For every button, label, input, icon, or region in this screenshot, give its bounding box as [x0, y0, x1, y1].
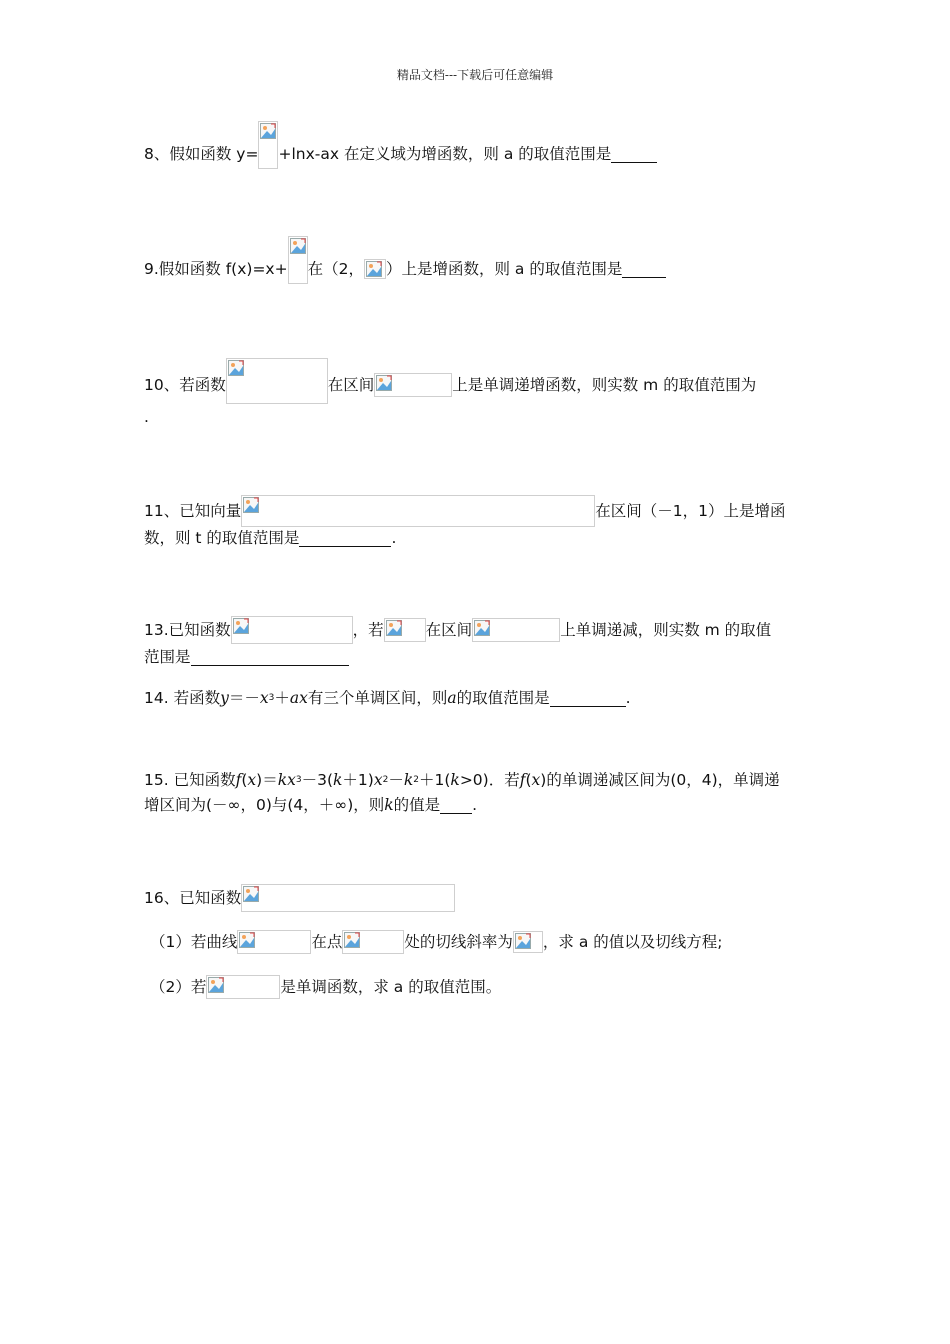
broken-image-icon — [472, 618, 560, 642]
q15-text: >0)．若 — [459, 771, 520, 789]
q9-text-a: 9.假如函数 f(x)=x+ — [144, 260, 288, 278]
var-x: x — [247, 771, 257, 789]
exponent: 3 — [295, 775, 302, 785]
question-11 — [144, 495, 785, 527]
q15-text: . — [472, 796, 478, 814]
var-f: f — [235, 771, 242, 789]
broken-image-icon — [258, 121, 278, 169]
question-10 — [144, 366, 756, 404]
q11-text-d: . — [391, 529, 397, 547]
page-header: 精品文档---下载后可任意编辑 — [396, 68, 554, 82]
q16-s1-text: （1）若曲线 — [150, 933, 238, 951]
var-k: k — [384, 796, 394, 814]
q11-text-c: 数，则 t 的取值范围是 — [144, 529, 300, 547]
var-x: x — [287, 771, 296, 789]
var-ax: ax — [289, 689, 308, 707]
question-16-part1 — [150, 930, 722, 954]
question-15 — [144, 770, 780, 790]
q13-text-c: 在区间 — [425, 621, 473, 639]
var-f: f — [519, 771, 526, 789]
q15-text: )的单调递减区间为(0，4)，单调递 — [540, 771, 780, 789]
q9-text-c: ）上是增函数，则 a 的取值范围是 — [385, 260, 623, 278]
var-k: k — [403, 771, 414, 789]
broken-image-icon — [241, 884, 455, 912]
broken-image-icon — [342, 930, 404, 954]
question-9 — [144, 254, 666, 284]
broken-image-icon — [288, 236, 308, 284]
broken-image-icon — [237, 930, 311, 954]
q10-text-b: 在区间 — [327, 376, 375, 394]
q15-text: － — [388, 771, 404, 789]
question-13 — [144, 616, 771, 644]
answer-blank — [299, 530, 391, 547]
q16-text-a: 16、已知函数 — [144, 889, 242, 907]
q9-text-b: 在（2， — [307, 260, 364, 278]
exponent: 3 — [268, 693, 275, 703]
question-13-line2 — [144, 647, 349, 667]
q14-text: 的取值范围是 — [456, 689, 550, 707]
broken-image-icon — [384, 618, 426, 642]
broken-image-icon — [231, 616, 353, 644]
question-10-line2 — [144, 407, 149, 427]
q15-text: ＋1( — [418, 771, 451, 789]
broken-image-icon — [241, 495, 595, 527]
answer-blank — [611, 146, 657, 163]
answer-blank — [191, 649, 349, 666]
q8-text-a: 8、假如函数 y= — [144, 145, 259, 163]
q10-text-c: 上是单调递增函数，则实数 m 的取值范围为 — [452, 376, 757, 394]
broken-image-icon — [364, 259, 386, 279]
q14-text: ＋ — [274, 689, 290, 707]
q16-s1-text: ，求 a 的值以及切线方程; — [542, 933, 723, 951]
answer-blank — [550, 690, 626, 707]
var-a: a — [447, 689, 457, 707]
var-k: k — [333, 771, 343, 789]
answer-blank — [622, 261, 666, 278]
question-8 — [144, 139, 657, 169]
var-k: k — [277, 771, 288, 789]
q13-text-e: 范围是 — [144, 648, 191, 666]
broken-image-icon — [374, 373, 452, 397]
q15-text: －3( — [301, 771, 334, 789]
q16-s2-text: （2）若 — [150, 978, 207, 996]
q13-text-d: 上单调递减，则实数 m 的取值 — [560, 621, 772, 639]
q14-text: . — [625, 689, 631, 707]
q15-text: ＋1) — [342, 771, 374, 789]
broken-image-icon — [206, 975, 280, 999]
q16-s1-text: 处的切线斜率为 — [404, 933, 513, 951]
var-k: k — [450, 771, 460, 789]
question-16-part2 — [150, 975, 501, 999]
broken-image-icon — [513, 931, 543, 953]
var-x: x — [373, 771, 383, 789]
q14-text: 14. 若函数 — [144, 689, 221, 707]
broken-image-icon — [226, 358, 328, 404]
q15-text: 的值是 — [393, 796, 441, 814]
var-y: y — [220, 689, 229, 707]
q15-text: ( — [525, 771, 532, 789]
q11-text-b: 在区间（－1，1）上是增函 — [595, 502, 786, 520]
q15-text: ( — [241, 771, 248, 789]
question-15-line2 — [144, 795, 477, 815]
var-x: x — [531, 771, 541, 789]
q13-text-b: ，若 — [352, 621, 384, 639]
question-11-line2 — [144, 528, 396, 548]
q14-text: ＝－ — [228, 689, 260, 707]
q8-text-b: +lnx-ax 在定义域为增函数，则 a 的取值范围是 — [278, 145, 612, 163]
var-x: x — [259, 689, 269, 707]
exponent: 2 — [382, 775, 389, 785]
question-16 — [144, 884, 455, 912]
q10-text-d: . — [144, 408, 149, 426]
q11-text-a: 11、已知向量 — [144, 502, 242, 520]
q15-text: )＝ — [256, 771, 278, 789]
answer-blank — [440, 797, 472, 814]
question-14 — [144, 688, 631, 708]
q14-text: 有三个单调区间，则 — [307, 689, 448, 707]
q16-s1-text: 在点 — [311, 933, 343, 951]
q16-s2-text: 是单调函数，求 a 的取值范围。 — [280, 978, 502, 996]
q13-text-a: 13.已知函数 — [144, 621, 231, 639]
q10-text-a: 10、若函数 — [144, 376, 226, 394]
q15-text: 增区间为(－∞，0)与(4，＋∞)，则 — [144, 796, 385, 814]
exponent: 2 — [413, 775, 419, 785]
q15-text: 15. 已知函数 — [144, 771, 236, 789]
